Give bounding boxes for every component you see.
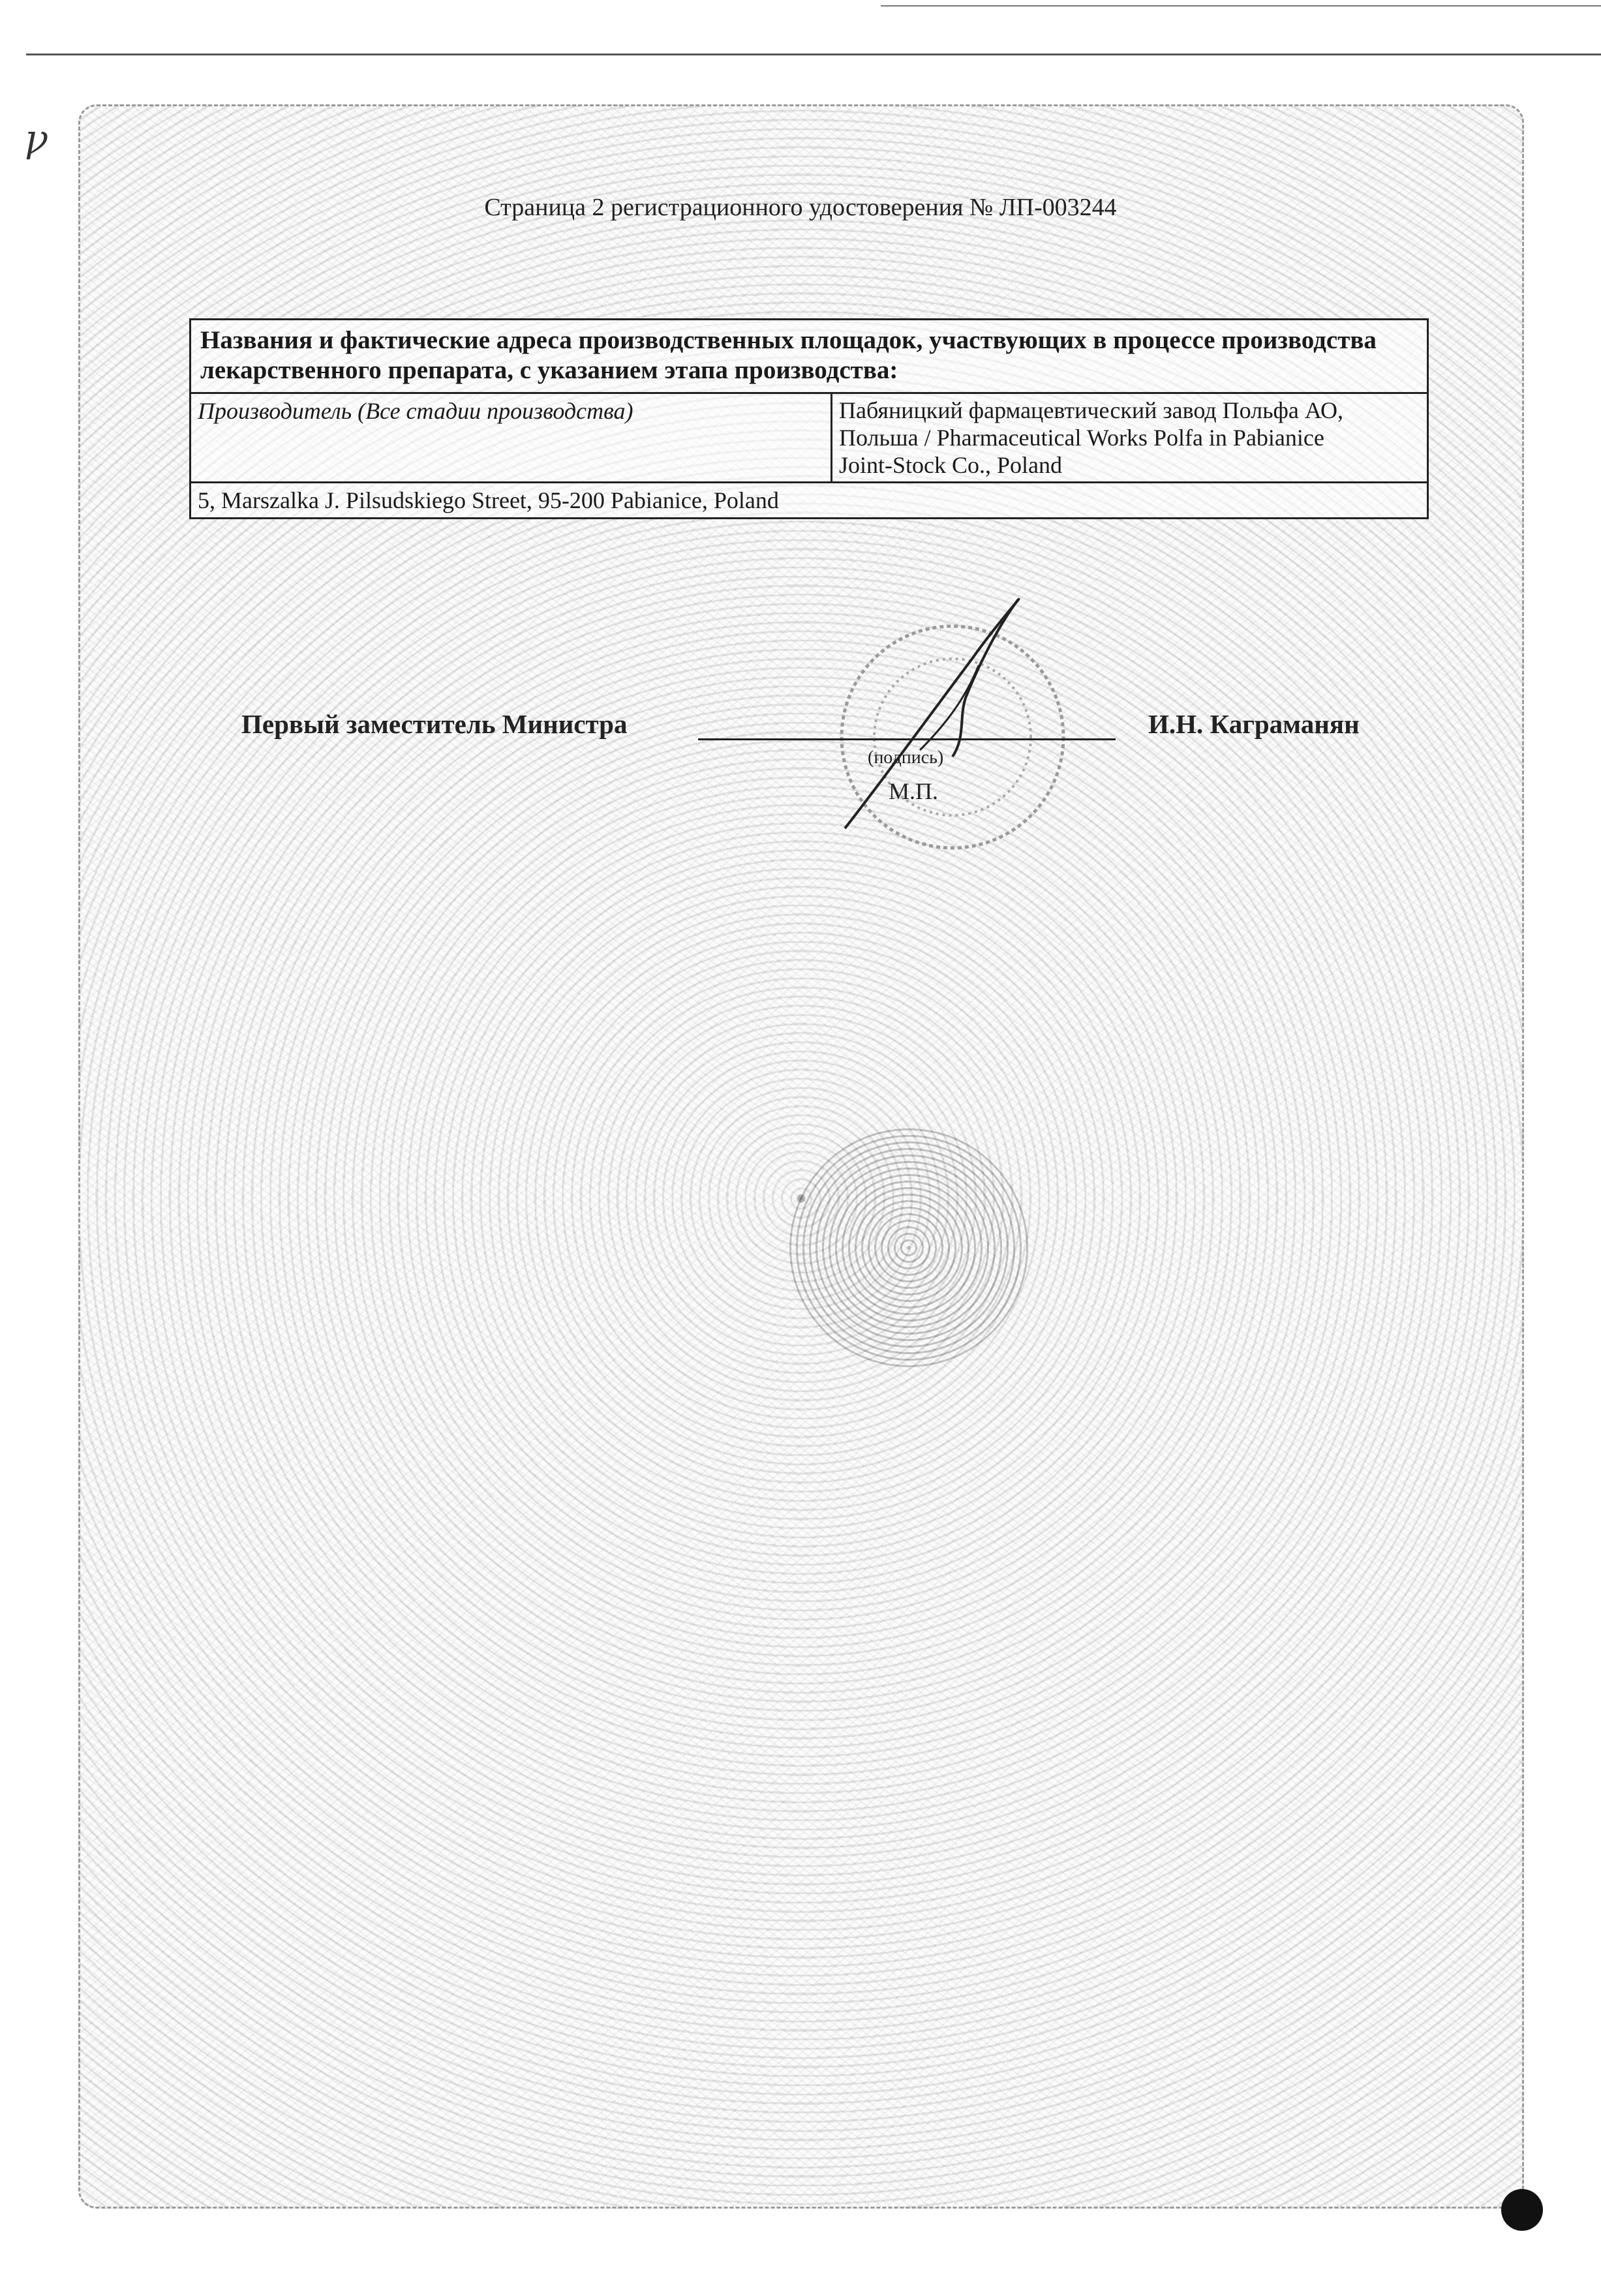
page-title: Страница 2 регистрационного удостоверения № ЛП-003244 xyxy=(484,194,1117,221)
signature-line xyxy=(698,738,1116,740)
signatory-position: Первый заместитель Министра xyxy=(241,709,628,739)
company-line: Польша / Pharmaceutical Works Polfa in Pabianice xyxy=(839,425,1324,451)
handwritten-margin-mark: ꝩ xyxy=(25,116,48,160)
producer-company xyxy=(832,393,1428,483)
top-rule xyxy=(26,53,1601,55)
table-row xyxy=(191,483,1428,519)
signatory-name: И.Н. Каграманян xyxy=(1148,709,1360,739)
guilloche-rosette xyxy=(785,1124,1033,1372)
table-row xyxy=(191,393,1428,483)
table-header: Названия и фактические адреса производственных площадок, участвующих в процессе производства лекарственного препарата, с указанием этапа производства: xyxy=(191,320,1428,393)
seal-place-label: М.П. xyxy=(889,778,939,804)
signature-caption: (подпись) xyxy=(868,748,944,768)
corner-dot xyxy=(1501,2189,1543,2231)
company-line: Joint-Stock Co., Poland xyxy=(839,452,1063,478)
official-seal-and-signature xyxy=(770,587,1135,861)
table-header-row xyxy=(191,320,1428,393)
production-sites-table xyxy=(189,318,1429,519)
company-line: Пабяницкий фармацевтический завод Польфа АО, xyxy=(839,397,1344,423)
producer-address: 5, Marszalka J. Pilsudskiego Street, 95-200 Pabianice, Poland xyxy=(191,483,1428,519)
top-edge-line xyxy=(881,5,1601,7)
signature-stroke xyxy=(920,665,979,750)
producer-role: Производитель (Все стадии производства) xyxy=(191,393,832,483)
